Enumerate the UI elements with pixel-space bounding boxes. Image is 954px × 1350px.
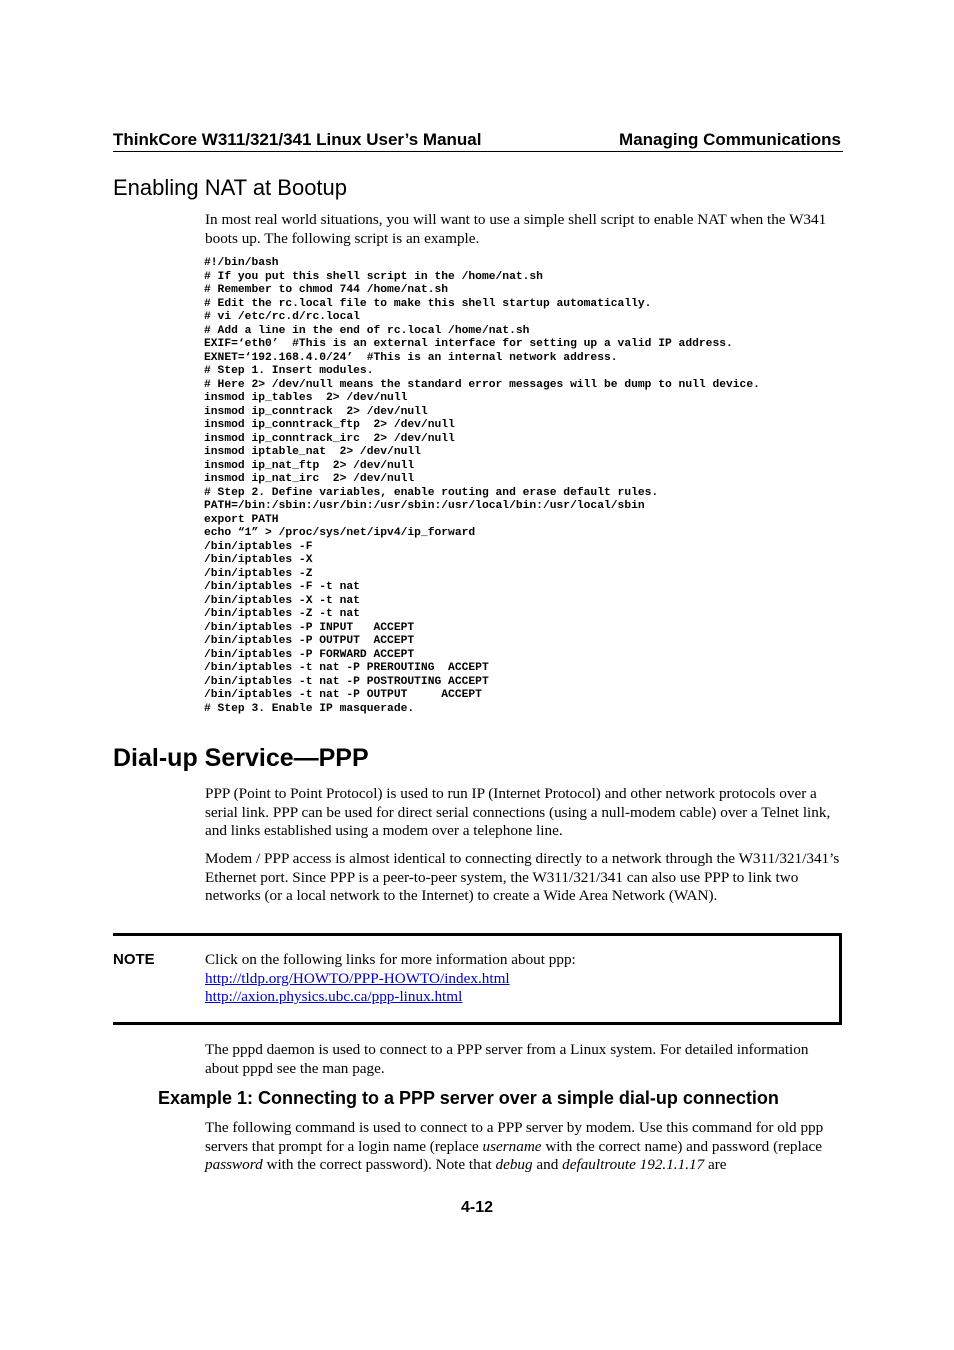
code-line: # Remember to chmod 744 /home/nat.sh: [204, 284, 449, 296]
code-line: # Edit the rc.local file to make this shell startup automatically.: [204, 297, 652, 310]
example1-paragraph: [205, 1119, 845, 1175]
code-line: /bin/iptables -Z -t nat: [204, 608, 360, 620]
code-line: /bin/iptables -X: [204, 554, 313, 566]
code-line: insmod ip_conntrack_irc 2> /dev/null: [204, 432, 455, 445]
link-ppp-howto[interactable]: http://tldp.org/HOWTO/PPP-HOWTO/index.html: [205, 969, 510, 987]
section-heading-dialup-ppp: Dial-up Service—PPP: [113, 744, 369, 772]
note-text: Click on the following links for more information about ppp:: [205, 951, 576, 968]
code-line: echo “1” > /proc/sys/net/ipv4/ip_forward: [204, 527, 476, 539]
code-line: insmod ip_tables 2> /dev/null: [204, 392, 408, 404]
code-line: EXIF=‘eth0’ #This is an external interface for setting up a valid IP address.: [204, 338, 733, 350]
code-line: # If you put this shell script in the /home/nat.sh: [204, 270, 543, 283]
note-label: NOTE: [113, 951, 155, 968]
example1-italic-debug: debug: [495, 1156, 533, 1173]
ppp-modem-paragraph: Modem / PPP access is almost identical to connecting directly to a network through the W311/321/341’s Ethernet port. Since PPP is a peer-to-peer system, the W311/321/341 can also use PPP to link two networks (or a local network to the Internet) to create a Wide Area Network (WAN).: [205, 850, 840, 904]
nat-script-code-block: [204, 257, 844, 716]
example1-text-1: The following command is used to connect to a PPP server by modem. Use this command for old ppp servers that prompt for a login name (replace: [205, 1119, 824, 1155]
code-line: insmod ip_conntrack 2> /dev/null: [204, 405, 428, 418]
code-line: /bin/iptables -t nat -P OUTPUT ACCEPT: [204, 689, 482, 701]
ppp-intro-paragraph: PPP (Point to Point Protocol) is used to run IP (Internet Protocol) and other network protocols over a serial link. PPP can be used for direct serial connections (using a null-modem cable) over a Telnet link, and links established using a modem over a telephone line.: [205, 785, 831, 839]
code-line: insmod ip_nat_irc 2> /dev/null: [204, 473, 415, 485]
code-line: /bin/iptables -t nat -P POSTROUTING ACCEPT: [204, 675, 489, 688]
example1-text-5: are: [704, 1156, 727, 1173]
code-line: PATH=/bin:/sbin:/usr/bin:/usr/sbin:/usr/local/bin:/usr/local/sbin: [204, 500, 645, 512]
code-line: /bin/iptables -F: [204, 540, 313, 553]
code-line: # vi /etc/rc.d/rc.local: [204, 311, 360, 323]
example1-heading: Example 1: Connecting to a PPP server over a simple dial-up connection: [158, 1088, 779, 1108]
code-line: /bin/iptables -X -t nat: [204, 594, 360, 607]
link-ppp-linux[interactable]: http://axion.physics.ubc.ca/ppp-linux.html: [205, 988, 463, 1005]
code-line: #!/bin/bash: [204, 257, 279, 269]
code-line: /bin/iptables -Z: [204, 567, 313, 580]
nat-intro-paragraph: In most real world situations, you will want to use a simple shell script to enable NAT when the W341 boots up. The following script is an example.: [205, 211, 827, 247]
code-line: # Step 3. Enable IP masquerade.: [204, 702, 415, 715]
page-number: 4-12: [460, 1199, 494, 1216]
code-line: insmod ip_conntrack_ftp 2> /dev/null: [204, 419, 455, 431]
example1-italic-username: username: [482, 1137, 542, 1155]
example1-italic-password: password: [205, 1156, 263, 1173]
code-line: /bin/iptables -P INPUT ACCEPT: [204, 621, 415, 634]
section-heading-enabling-nat: Enabling NAT at Bootup: [113, 175, 348, 200]
code-line: # Step 2. Define variables, enable routing and erase default rules.: [204, 486, 659, 499]
page-header: [113, 129, 843, 152]
code-line: /bin/iptables -F -t nat: [204, 581, 360, 593]
header-manual-title: ThinkCore W311/321/341 Linux User’s Manual: [113, 130, 482, 149]
example1-text-3: with the correct password). Note that: [262, 1156, 496, 1173]
code-line: # Step 1. Insert modules.: [204, 365, 374, 377]
code-line: # Here 2> /dev/null means the standard error messages will be dump to null device.: [204, 378, 760, 391]
example1-text-4: and: [532, 1156, 563, 1173]
pppd-paragraph: The pppd daemon is used to connect to a PPP server from a Linux system. For detailed information about pppd see the man page.: [205, 1041, 809, 1077]
example1-italic-defaultroute: defaultroute 192.1.1.17: [562, 1156, 705, 1173]
note-content: [205, 951, 825, 1007]
example1-text-2: with the correct name) and password (replace: [541, 1137, 822, 1155]
code-line: /bin/iptables -t nat -P PREROUTING ACCEPT: [204, 662, 489, 674]
code-line: export PATH: [204, 513, 279, 526]
code-line: insmod ip_nat_ftp 2> /dev/null: [204, 459, 415, 472]
header-chapter-title: Managing Communications: [619, 130, 841, 149]
code-line: EXNET=‘192.168.4.0/24’ #This is an internal network address.: [204, 351, 618, 364]
code-line: insmod iptable_nat 2> /dev/null: [204, 446, 421, 458]
code-line: /bin/iptables -P OUTPUT ACCEPT: [204, 635, 415, 647]
code-line: /bin/iptables -P FORWARD ACCEPT: [204, 648, 415, 661]
code-line: # Add a line in the end of rc.local /home/nat.sh: [204, 324, 530, 337]
